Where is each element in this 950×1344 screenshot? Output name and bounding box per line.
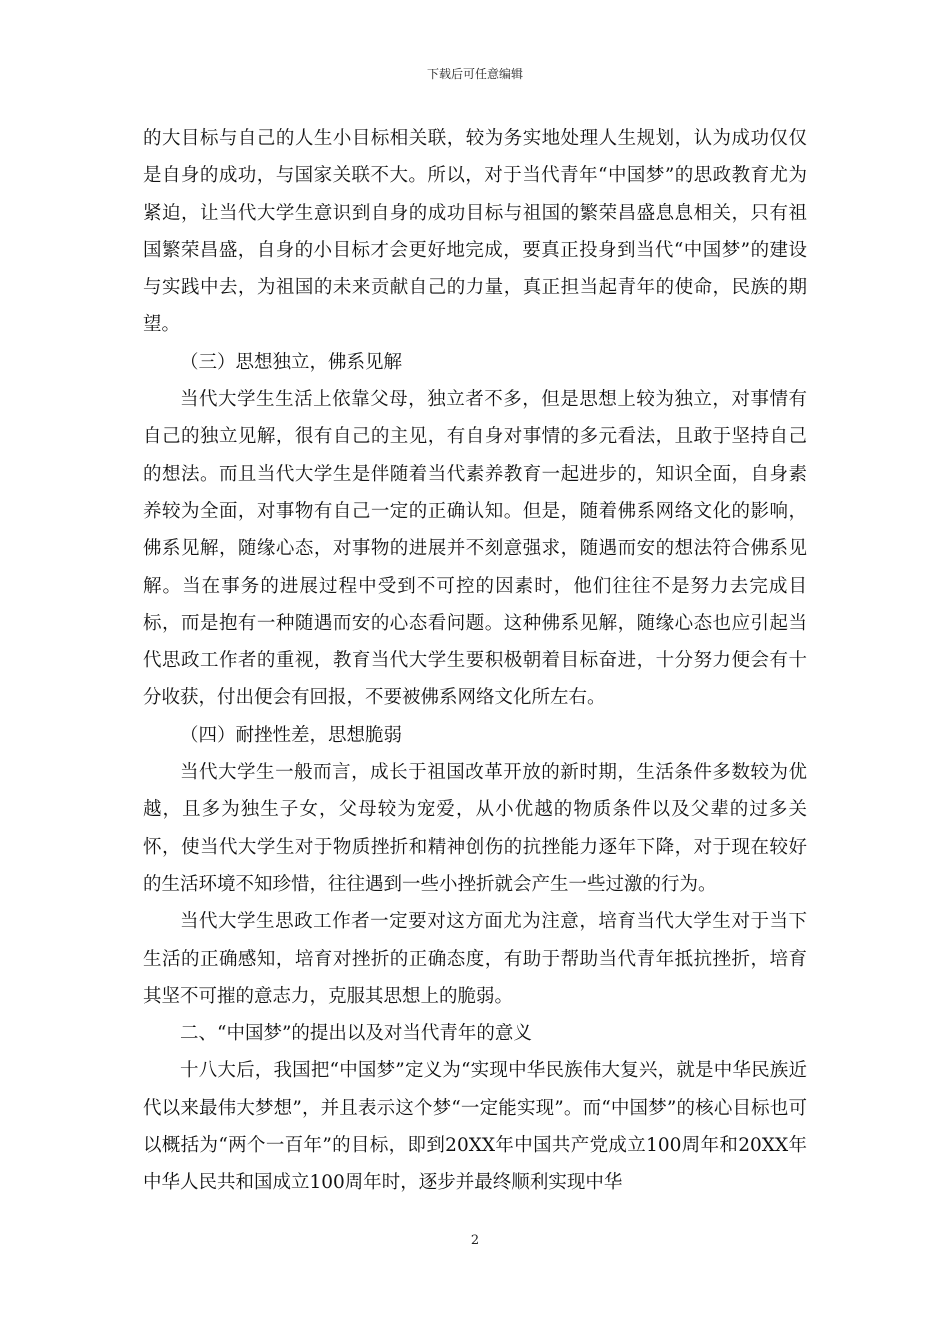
paragraph: 当代大学生生活上依靠父母，独立者不多，但是思想上较为独立，对事情有自己的独立见解，很有自己的主见，有自身对事情的多元看法，且敢于坚持自己的想法。而且当代大学生是伴随着当代素养教育一起进步的，知识全面，自身素养较为全面，对事物有自己一定的正确认知。但是，随着佛系网络文化的影响，佛系见解，随缘心态，对事物的进展并不刻意强求，随遇而安的想法符合佛系见解。当在事务的进展过程中受到不可控的因素时，他们往往不是努力去完成目标，而是抱有一种随遇而安的心态看问题。这种佛系见解，随缘心态也应引起当代思政工作者的重视，教育当代大学生要积极朝着目标奋进，十分努力便会有十分收获，付出便会有回报，不要被佛系网络文化所左右。 (143, 389, 807, 709)
document-body (143, 120, 807, 1202)
header-note: 下载后可任意编辑 (426, 67, 523, 81)
chapter-heading-2: 二、“中国梦”的提出以及对当代青年的意义 (180, 1023, 532, 1045)
section-heading-4: （四）耐挫性差，思想脆弱 (180, 724, 403, 746)
paragraph: 当代大学生思政工作者一定要对这方面尤为注意，培育当代大学生对于当下生活的正确感知，培育对挫折的正确态度，有助于帮助当代青年抵抗挫折，培育其坚不可摧的意志力，克服其思想上的脆弱。 (143, 911, 807, 1007)
page-number (0, 1233, 950, 1249)
section-heading-3: （三）思想独立，佛系见解 (180, 351, 403, 373)
paragraph: 当代大学生一般而言，成长于祖国改革开放的新时期，生活条件多数较为优越，且多为独生子女，父母较为宠爱，从小优越的物质条件以及父辈的过多关怀，使当代大学生对于物质挫折和精神创伤的抗挫能力逐年下降，对于现在较好的生活环境不知珍惜，往往遇到一些小挫折就会产生一些过激的行为。 (143, 762, 807, 895)
page-number-value: 2 (470, 1233, 480, 1248)
paragraph: 十八大后，我国把“中国梦”定义为“实现中华民族伟大复兴，就是中华民族近代以来最伟大梦想”，并且表示这个梦“一定能实现”。而“中国梦”的核心目标也可以概括为“两个一百年”的目标，即到20XX年中国共产党成立100周年和20XX年中华人民共和国成立100周年时，逐步并最终顺利实现中华 (143, 1060, 807, 1194)
paragraph-continuation: 的大目标与自己的人生小目标相关联，较为务实地处理人生规划，认为成功仅仅是自身的成功，与国家关联不大。所以，对于当代青年“中国梦”的思政教育尤为紧迫，让当代大学生意识到自身的成功目标与祖国的繁荣昌盛息息相关，只有祖国繁荣昌盛，自身的小目标才会更好地完成，要真正投身到当代“中国梦”的建设与实践中去，为祖国的未来贡献自己的力量，真正担当起青年的使命，民族的期望。 (143, 128, 807, 336)
page-header (0, 66, 950, 82)
